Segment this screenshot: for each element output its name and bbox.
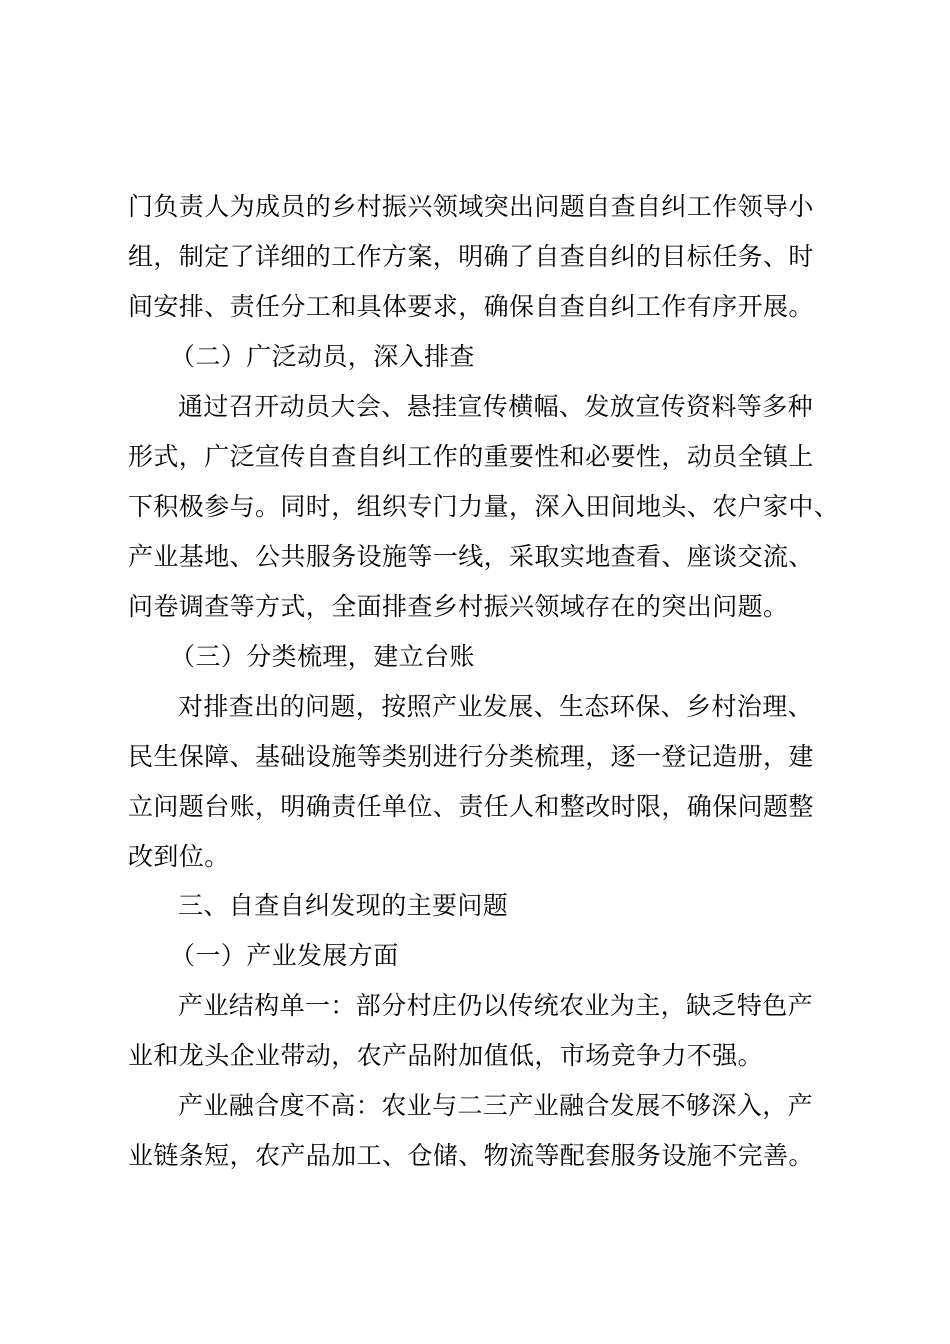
paragraph-line: 民生保障、基础设施等类别进行分类梳理，逐一登记造册，建 xyxy=(128,742,814,771)
paragraph-line: 业链条短，农产品加工、仓储、物流等配套服务设施不完善。 xyxy=(128,1141,814,1170)
paragraph-line: 间安排、责任分工和具体要求，确保自查自纠工作有序开展。 xyxy=(128,292,814,321)
paragraph-line: 业和龙头企业带动，农产品附加值低，市场竞争力不强。 xyxy=(128,1041,764,1070)
section-heading: （一）产业发展方面 xyxy=(170,941,399,970)
paragraph-line: 改到位。 xyxy=(128,842,230,871)
paragraph-line: 产业基地、公共服务设施等一线，采取实地查看、座谈交流、 xyxy=(128,542,814,571)
paragraph-line: 门负责人为成员的乡村振兴领域突出问题自查自纠工作领导小 xyxy=(128,192,814,221)
chapter-heading: 三、自查自纠发现的主要问题 xyxy=(178,891,509,920)
paragraph-line: 通过召开动员大会、悬挂宣传横幅、发放宣传资料等多种 xyxy=(178,392,814,421)
paragraph-line: 产业融合度不高：农业与二三产业融合发展不够深入，产 xyxy=(178,1091,814,1120)
paragraph-line: 产业结构单一：部分村庄仍以传统农业为主，缺乏特色产 xyxy=(178,991,814,1020)
paragraph-line: 下积极参与。同时，组织专门力量，深入田间地头、农户家中、 xyxy=(128,492,840,521)
section-heading: （三）分类梳理，建立台账 xyxy=(170,642,475,671)
paragraph-line: 形式，广泛宣传自查自纠工作的重要性和必要性，动员全镇上 xyxy=(128,442,814,471)
section-heading: （二）广泛动员，深入排查 xyxy=(170,342,475,371)
paragraph-line: 问卷调查等方式，全面排查乡村振兴领域存在的突出问题。 xyxy=(128,592,789,621)
paragraph-line: 立问题台账，明确责任单位、责任人和整改时限，确保问题整 xyxy=(128,792,814,821)
paragraph-line: 对排查出的问题，按照产业发展、生态环保、乡村治理、 xyxy=(178,692,814,721)
paragraph-line: 组，制定了详细的工作方案，明确了自查自纠的目标任务、时 xyxy=(128,242,814,271)
